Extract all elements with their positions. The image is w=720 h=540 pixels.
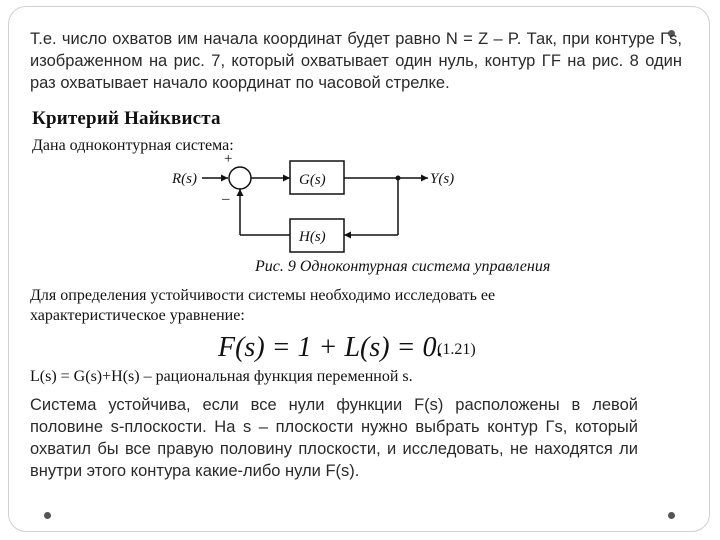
output-label: Y(s) (430, 171, 455, 187)
characteristic-equation: F(s) = 1 + L(s) = 0. (218, 332, 444, 363)
block-diagram (160, 155, 480, 255)
given-system-text: Дана одноконтурная система: (32, 137, 234, 154)
arrow-to-junction (221, 175, 228, 182)
input-label: R(s) (172, 171, 197, 187)
intro-paragraph: Т.е. число охватов им начала координат будет равно N = Z – P. Так, при контуре Γs, изображенном на рис. 7, который охватывает один нуль, контур ΓF на рис. 8 один раз охватывает начало координат по часовой стрелке. (30, 30, 682, 92)
arrow-to-output (421, 175, 428, 182)
arrow-to-h (344, 232, 351, 239)
feedback-block-label: H(s) (299, 229, 326, 245)
summing-junction (229, 167, 251, 189)
forward-block-label: G(s) (299, 172, 326, 188)
arrow-to-g (283, 175, 290, 182)
equation-number: (1.21) (437, 341, 476, 358)
takeoff-point (396, 176, 401, 181)
arrow-feedback-up (237, 189, 244, 196)
plus-sign: + (224, 155, 233, 167)
minus-sign: – (222, 191, 230, 207)
criterion-paragraph: Система устойчива, если все нули функции F(s) расположены в левой половине s-плоскости. На s – плоскости нужно выбрать контур Γs, который охватил бы все правую половину плоскости, и исследовать, не находятся ли внутри этого контура какие-либо нули F(s). (30, 396, 638, 480)
slide-dot-bottom-left (44, 512, 51, 519)
slide-dot-bottom-right (668, 512, 675, 519)
figure-caption: Рис. 9 Одноконтурная система управления (255, 258, 551, 275)
section-heading: Критерий Найквиста (32, 108, 221, 129)
ls-definition: L(s) = G(s)+H(s) – рациональная функция переменной s. (30, 368, 413, 385)
stability-paragraph: Для определения устойчивости системы необходимо исследовать ее характеристическое уравнение: (30, 287, 496, 324)
